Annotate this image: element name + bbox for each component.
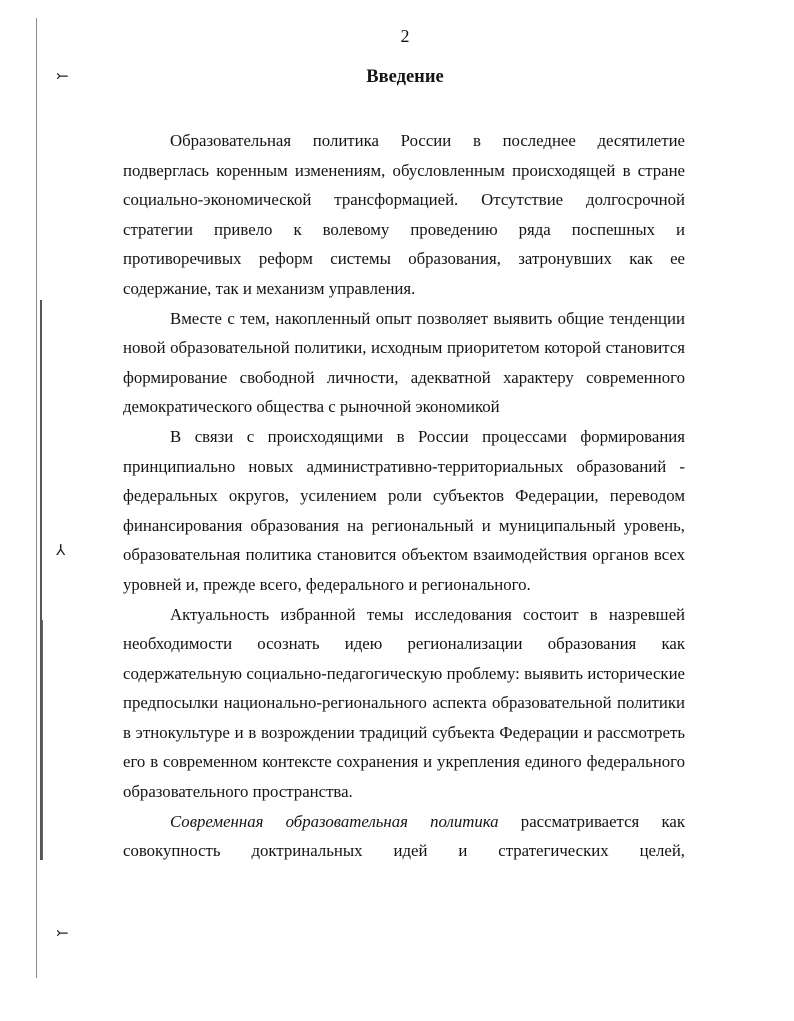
page-title: Введение (366, 67, 444, 87)
margin-mark-top: ⤚ (56, 69, 69, 85)
paragraph: В связи с происходящими в России процессами формирования принципиально новых административно-территориальных образований - федеральных округов, усилением роли субъектов Федерации, переводом финансирования образования на региональный и муниципальный уровень, образовательная политика становится объектом взаимодействия органов всех уровней и, прежде всего, федерального и регионального. (123, 426, 685, 594)
paragraph: Актуальность избранной темы исследования состоит в назревшей необходимости осознать идею регионализации образования как содержательную социально-педагогическую проблему: выявить исторические предпосылки национально-регионального аспекта образовательной политики в этнокультуре и в возрождении традиций субъекта Федерации и рассмотреть его в современном контексте сохранения и укрепления единого федерального образовательного пространства. (123, 604, 685, 802)
page-number: 2 (400, 26, 410, 46)
document-body (123, 126, 685, 866)
paragraph (123, 807, 685, 866)
italic-term: Современная образовательная политика (170, 811, 499, 831)
scan-edge (36, 0, 44, 1000)
margin-mark-middle: ⅄ (56, 543, 66, 559)
paragraph-text: рассматривается как совокупность доктринальных идей и стратегических целей, (123, 811, 685, 861)
margin-mark-bottom: ⤚ (56, 926, 69, 942)
paragraph: Вместе с тем, накопленный опыт позволяет выявить общие тенденции новой образовательной политики, исходным приоритетом которой становится формирование свободной личности, адекватной характеру современного демократического общества с рыночной экономикой (123, 308, 685, 417)
paragraph: Образовательная политика России в последнее десятилетие подверглась коренным изменениям, обусловленным происходящей в стране социально-экономической трансформацией. Отсутствие долгосрочной стратегии привело к волевому проведению ряда поспешных и противоречивых реформ системы образования, затронувших как ее содержание, так и механизм управления. (123, 131, 685, 298)
